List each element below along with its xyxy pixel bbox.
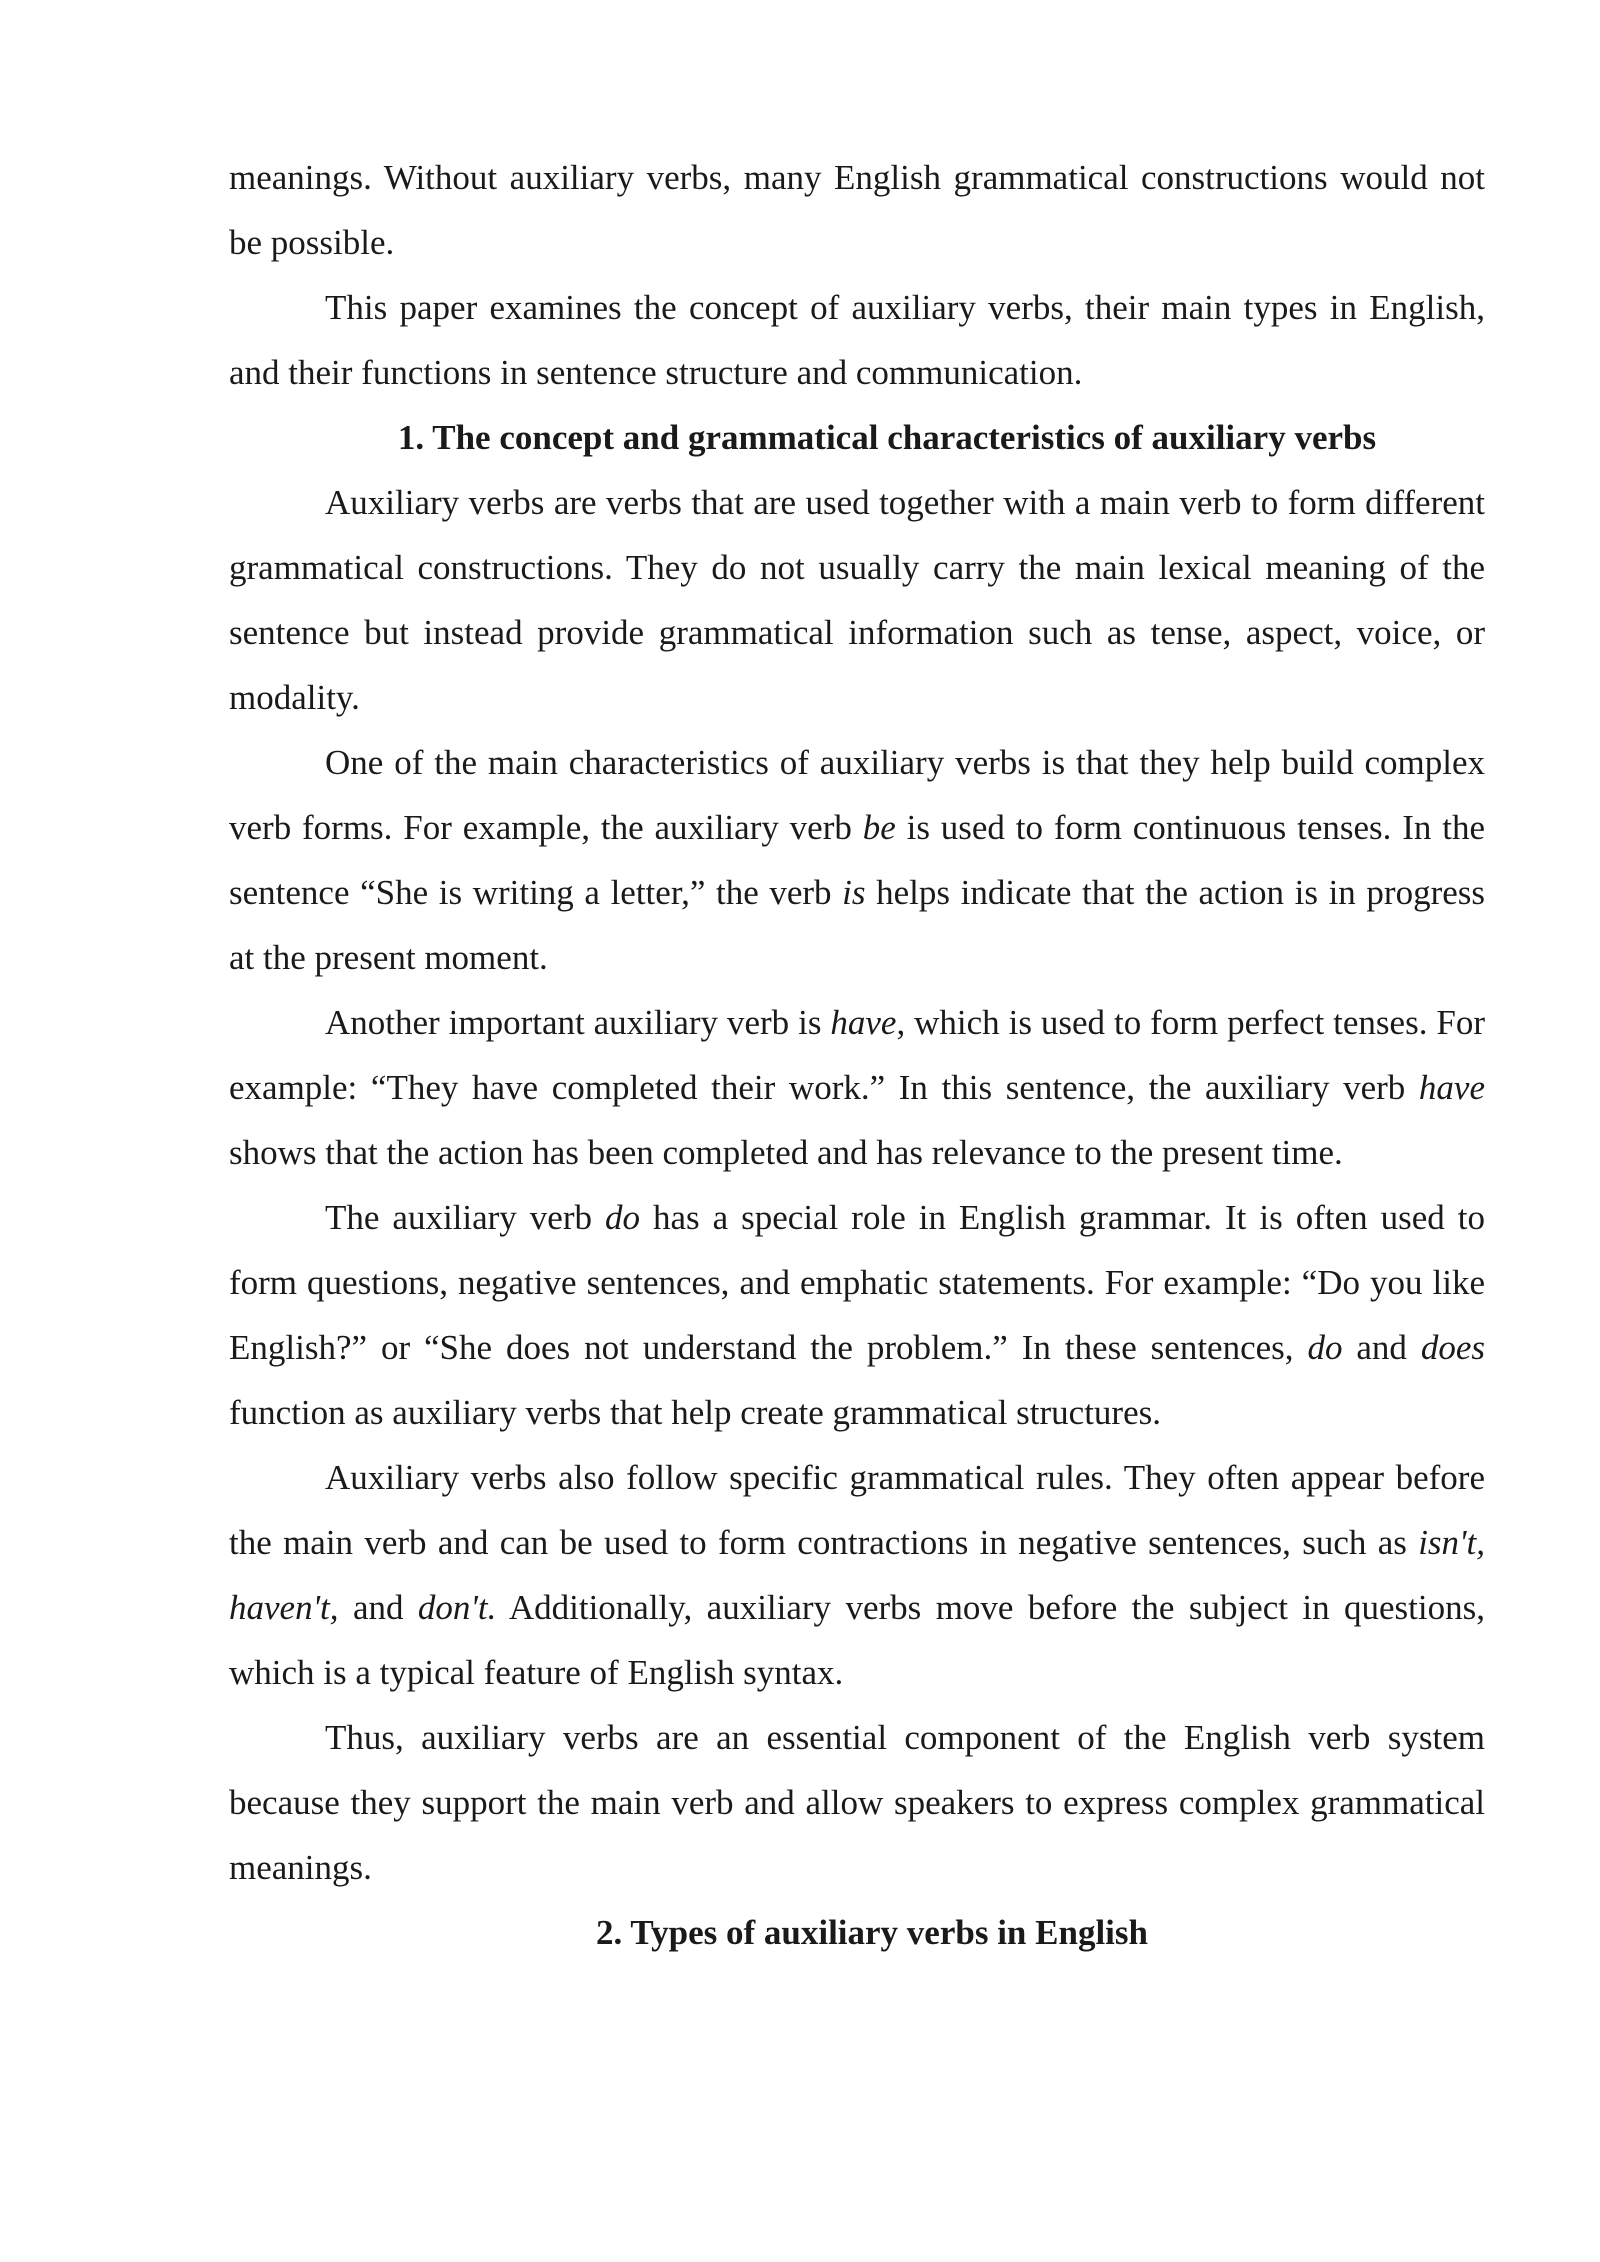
paragraph-do — [229, 1185, 1485, 1445]
text-run: function as auxiliary verbs that help create grammatical structures. — [229, 1393, 1161, 1432]
text-run: Another important auxiliary verb is — [325, 1003, 831, 1042]
text-run: shows that the action has been completed and has relevance to the present time. — [229, 1133, 1343, 1172]
italic-term: do — [604, 1198, 640, 1237]
paragraph-continuation: meanings. Without auxiliary verbs, many English grammatical constructions would not be possible. — [229, 158, 1485, 262]
text-run: Additionally, auxiliary verbs move before the subject in questions, which is a typical feature of English syntax. — [229, 1588, 1485, 1692]
text-run: One of the main characteristics of auxiliary verbs is that they help build complex verb forms. For example, the auxiliary verb — [229, 743, 1485, 847]
italic-term: isn't, haven't, — [229, 1523, 1485, 1627]
italic-term: have — [830, 1003, 897, 1042]
paragraph-rules — [229, 1445, 1485, 1705]
document-body — [229, 145, 1485, 1965]
section-heading-1: 1. The concept and grammatical characteristics of auxiliary verbs — [397, 418, 1377, 457]
text-run: is used to form continuous tenses. In the sentence “She is writing a letter,” the verb — [229, 808, 1486, 912]
italic-term: is — [842, 873, 866, 912]
paragraph-definition: Auxiliary verbs are verbs that are used together with a main verb to form different grammatical constructions. They do not usually carry the main lexical meaning of the sentence but instead provide grammatical information such as tense, aspect, voice, or modality. — [229, 483, 1485, 717]
paragraph-conclusion: Thus, auxiliary verbs are an essential component of the English verb system because they support the main verb and allow speakers to express complex grammatical meanings. — [229, 1718, 1485, 1887]
text-run: and — [1342, 1328, 1421, 1367]
italic-term: does — [1420, 1328, 1485, 1367]
text-run: , which is used to form perfect tenses. For example: “They have completed their work.” In this sentence, the auxiliary verb — [229, 1003, 1485, 1107]
paragraph-paper-scope: This paper examines the concept of auxiliary verbs, their main types in English, and their functions in sentence structure and communication. — [229, 288, 1485, 392]
paragraph-be — [229, 730, 1485, 990]
text-run: has a special role in English grammar. It is often used to form questions, negative sentences, and emphatic statements. For example: “Do you like English?” or “She does not understand the problem.” In these sentences, — [229, 1198, 1485, 1367]
paragraph-have — [229, 990, 1485, 1185]
italic-term: have — [1418, 1068, 1485, 1107]
italic-term: do — [1307, 1328, 1343, 1367]
text-run: The auxiliary verb — [325, 1198, 605, 1237]
text-run: helps indicate that the action is in progress at the present moment. — [229, 873, 1485, 977]
italic-term: don't. — [417, 1588, 497, 1627]
text-run: Auxiliary verbs also follow specific grammatical rules. They often appear before the main verb and can be used to form contractions in negative sentences, such as — [229, 1458, 1485, 1562]
italic-term: be — [862, 808, 896, 847]
text-run: and — [338, 1588, 418, 1627]
section-heading-2: 2. Types of auxiliary verbs in English — [595, 1913, 1148, 1952]
